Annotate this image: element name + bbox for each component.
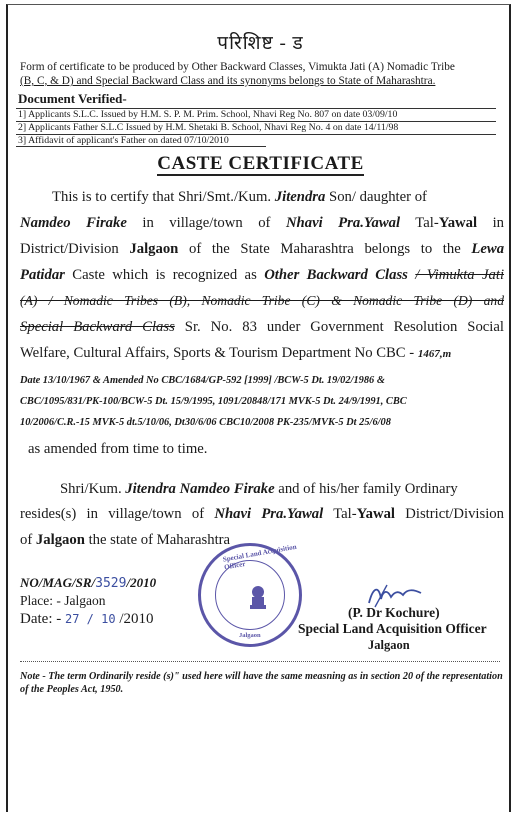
- verification-item-2: 2] Applicants Father S.L.C Issued by H.M. Shetaki B. School, Nhavi Reg No. 4 on date 14/11/98: [18, 122, 399, 133]
- verification-item-3: 3] Affidavit of applicant's Father on dated 07/10/2010: [18, 135, 229, 146]
- residence-line-3: of Jalgaon the state of Maharashtra: [20, 532, 231, 548]
- appendix-title: परिशिष्ट - ड: [217, 33, 304, 54]
- certificate-page: [6, 4, 511, 812]
- body-line-8: Date 13/10/1967 & Amended No CBC/1684/GP-592 [1999] /BCW-5 Dt. 19/02/1986 &: [20, 375, 385, 386]
- verification-item-1: 1] Applicants S.L.C. Issued by H.M. S. P. M. Prim. School, Nhavi Reg No. 807 on date 03/09/10: [18, 109, 398, 120]
- reference-number: NO/MAG/SR/3529/2010: [20, 575, 157, 591]
- residence-line-2: resides(s) in village/town of Nhavi Pra.Yawal Tal-Yawal District/Division: [20, 506, 504, 522]
- body-line-6: Special Backward Class Sr. No. 83 under Government Resolution Social: [20, 319, 504, 335]
- body-line-3: District/Division Jalgaon of the State Maharashtra belongs to the Lewa: [20, 241, 505, 257]
- place: Place: - Jalgaon: [20, 593, 106, 608]
- signatory-name: (P. Dr Kochure): [348, 605, 440, 620]
- divider: [20, 661, 500, 662]
- seal-text-bottom: Jalgaon: [239, 632, 261, 639]
- official-seal: [198, 543, 302, 647]
- body-line-11: as amended from time to time.: [28, 441, 208, 457]
- body-line-7: Welfare, Cultural Affairs, Sports & Tourism Department No CBC - 1467,m: [20, 345, 452, 361]
- body-line-2: Namdeo Firake in village/town of Nhavi Pra.Yawal Tal-Yawal in: [20, 215, 505, 231]
- body-line-10: 10/2006/C.R.-15 MVK-5 dt.5/10/06, Dt30/6/06 CBC10/2008 PK-235/MVK-5 Dt 25/6/08: [20, 417, 391, 428]
- form-description: [20, 60, 500, 88]
- signatory-title: Special Land Acquisition Officer: [298, 621, 487, 636]
- certificate-title: CASTE CERTIFICATE: [157, 153, 364, 174]
- signatory-place: Jalgaon: [368, 638, 410, 652]
- emblem-icon: [248, 585, 268, 611]
- body-line-9: CBC/1095/831/PK-100/BCW-5 Dt. 15/9/1995, 1091/20848/171 MVK-5 Dt. 24/9/1991, CBC: [20, 396, 407, 407]
- intro-line-2: (B, C, & D) and Special Backward Class and its synonyms belongs to State of Maharashtra.: [20, 75, 436, 87]
- body-line-5: (A) / Nomadic Tribes (B), Nomadic Tribe (C) & Nomadic Tribe (D) and: [20, 293, 504, 308]
- residence-line-1: Shri/Kum. Jitendra Namdeo Firake and of his/her family Ordinary: [60, 481, 458, 497]
- intro-line-1: Form of certificate to be produced by Other Backward Classes, Vimukta Jati (A) Nomadic Tribe: [20, 61, 455, 73]
- footnote: Note - The term Ordinarily reside (s)" used here will have the same measning as in section 20 of the representation of the Peoples Act, 1950.: [20, 671, 503, 695]
- body-line-1: This is to certify that Shri/Smt./Kum. Jitendra Son/ daughter of: [52, 189, 427, 205]
- document-verified-title: Document Verified-: [18, 91, 127, 106]
- issue-date: Date: - 27 / 10 /2010: [20, 611, 154, 627]
- body-line-4: Patidar Caste which is recognized as Other Backward Class / Vimukta Jati: [20, 267, 505, 283]
- divider: [16, 146, 266, 147]
- seal-text-top: Special Land Acquisition Officer: [222, 542, 298, 572]
